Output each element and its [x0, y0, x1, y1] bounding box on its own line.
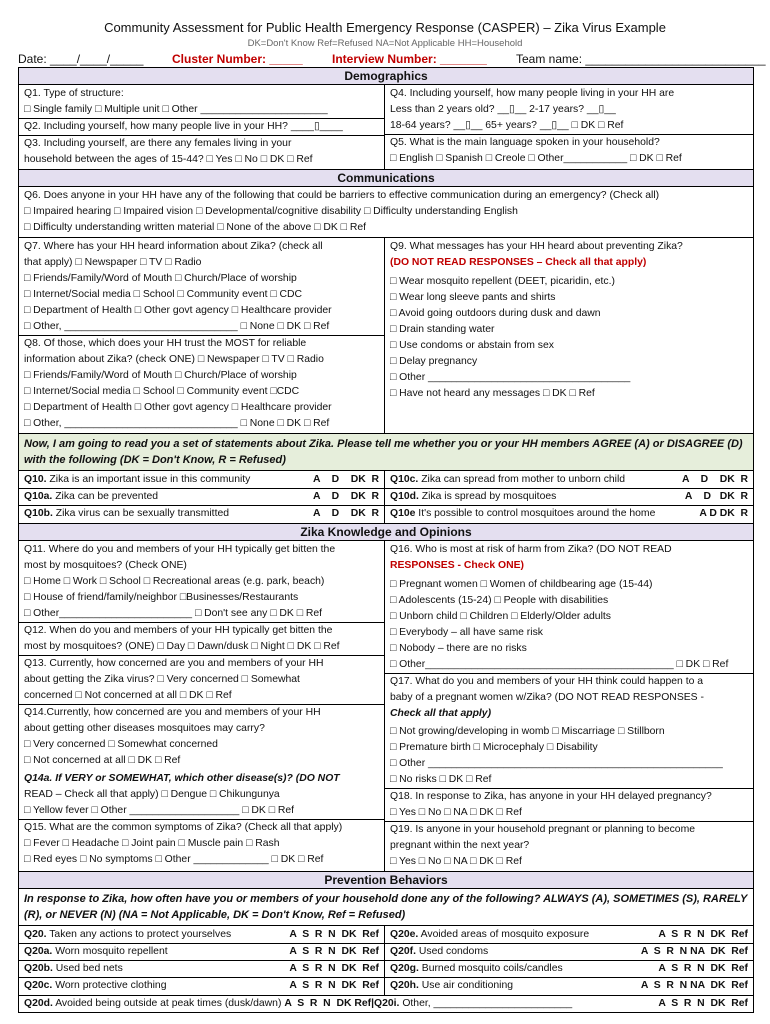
knowledge-right [385, 541, 753, 871]
q11-option[interactable]: □ House of friend/family/neighbor □Businesses/Restaurants [24, 592, 299, 603]
q9-option[interactable]: □ Avoid going outdoors during dusk and dawn [390, 308, 601, 319]
statement-q10b[interactable]: Q10b. Zika virus can be sexually transmitted A D DK R [19, 505, 384, 522]
agree-left [19, 471, 385, 523]
q6-block [19, 187, 753, 238]
q12-line: Q12. When do you and members of your HH typically get bitten the [19, 622, 384, 639]
date-field[interactable]: Date: ____/____/_____ [18, 52, 144, 66]
q14-option[interactable]: □ Not concerned at all □ DK □ Ref [24, 755, 181, 766]
section-prevention: Prevention Behaviors [19, 872, 753, 889]
knowledge-left [19, 541, 385, 871]
q17-line: Q17. What do you and members of your HH think could happen to a [385, 673, 753, 690]
q18-line: Q18. In response to Zika, has anyone in your HH delayed pregnancy? [385, 788, 753, 805]
q4-ages-old[interactable]: 18-64 years? __▯__ 65+ years? __▯__ □ DK □ Ref [390, 120, 624, 131]
section-knowledge: Zika Knowledge and Opinions [19, 524, 753, 541]
abbreviation-key: DK=Don't Know Ref=Refused NA=Not Applicable HH=Household [247, 38, 523, 49]
q11-line: most by mosquitoes? (Check ONE) [24, 560, 187, 571]
q9-option[interactable]: □ Wear mosquito repellent (DEET, picaridin, etc.) [390, 276, 615, 287]
q8-line[interactable]: information about Zika? (check ONE) □ Newspaper □ TV □ Radio [24, 354, 324, 365]
q14a-line: Q14a. If VERY or SOMEWHAT, which other disease(s)? (DO NOT [24, 773, 340, 784]
q11-option[interactable]: □ Other_______________________ □ Don't see any □ DK □ Ref [24, 608, 323, 619]
q11-line: Q11. Where do you and members of your HH typically get bitten the [24, 544, 336, 555]
q6-options-2[interactable]: □ Difficulty understanding written material □ None of the above □ DK □ Ref [24, 222, 366, 233]
q16-option[interactable]: □ Other___________________________________________ □ DK □ Ref [390, 659, 729, 670]
q16-option[interactable]: □ Pregnant women □ Women of childbearing age (15-44) [390, 579, 653, 590]
q4-ages-young[interactable]: Less than 2 years old? __▯__ 2-17 years? __▯__ [390, 104, 616, 115]
section-demographics: Demographics [19, 68, 753, 85]
q14a-option[interactable]: □ Yellow fever □ Other ___________________ □ DK □ Ref [24, 805, 295, 816]
q7-line: Q7. Where has your HH heard information about Zika? (check all [24, 241, 323, 252]
statement-q10e[interactable]: Q10e It's possible to control mosquitoes around the home A D DK R [385, 505, 753, 522]
behavior-q20g[interactable]: Q20g. Burned mosquito coils/candles A S R N DK Ref [385, 960, 753, 977]
prevention-instructions: In response to Zika, how often have you or members of your household done any of the following? ALWAYS (A), SOMETIMES (S), RARELY (R), or NEVER (N) (NA = Not Applicable, DK = Don't Know, Ref = Refused) [19, 889, 753, 926]
q9-option[interactable]: □ Other ___________________________________ [390, 372, 631, 383]
behavior-q20c[interactable]: Q20c. Worn protective clothing A S R N DK Ref [19, 977, 384, 994]
team-name-field[interactable]: Team name: ___________________________ [516, 52, 766, 66]
q16-option[interactable]: □ Nobody – there are no risks [390, 643, 527, 654]
form-title: Community Assessment for Public Health Emergency Response (CASPER) – Zika Virus Example [104, 20, 666, 35]
q9-label: Q9. What messages has your HH heard about preventing Zika? [390, 241, 683, 252]
cluster-number-field[interactable]: Cluster Number: _____ [172, 52, 303, 66]
q16-option[interactable]: □ Unborn child □ Children □ Elderly/Older adults [390, 611, 611, 622]
q14-line: Q14.Currently, how concerned are you and members of your HH [19, 704, 384, 721]
q4-label: Q4. Including yourself, how many people living in your HH are [390, 88, 675, 99]
q9-option[interactable]: □ Use condoms or abstain from sex [390, 340, 554, 351]
q9-option[interactable]: □ Have not heard any messages □ DK □ Ref [390, 388, 595, 399]
q6-label: Q6. Does anyone in your HH have any of the following that could be barriers to effective communication during an emergency? (Check all) [24, 190, 660, 201]
statement-q10d[interactable]: Q10d. Zika is spread by mosquitoes A D DK R [385, 488, 753, 505]
behavior-q20e[interactable]: Q20e. Avoided areas of mosquito exposure A S R N DK Ref [390, 929, 748, 940]
q17-option[interactable]: □ Other ___________________________________________________ [390, 758, 723, 769]
q14a-option[interactable]: READ – Check all that apply) □ Dengue □ Chikungunya [24, 789, 280, 800]
q17-option[interactable]: □ Not growing/developing in womb □ Miscarriage □ Stillborn [390, 726, 665, 737]
q16-instruction: RESPONSES - Check ONE) [390, 560, 524, 571]
behavior-q20b[interactable]: Q20b. Used bed nets A S R N DK Ref [19, 960, 384, 977]
prevention-left [19, 926, 385, 995]
demographics-left [19, 85, 385, 169]
q8-line[interactable]: □ Internet/Social media □ School □ Community event □CDC [24, 386, 300, 397]
q5-options[interactable]: □ English □ Spanish □ Creole □ Other___________ □ DK □ Ref [390, 153, 682, 164]
q13-option[interactable]: concerned □ Not concerned at all □ DK □ Ref [24, 690, 232, 701]
q8-block [19, 335, 384, 432]
q9-option[interactable]: □ Drain standing water [390, 324, 495, 335]
statement-q10[interactable]: Q10. Zika is an important issue in this community A D DK R [24, 474, 379, 485]
q8-line[interactable]: □ Other, ______________________________ □ None □ DK □ Ref [24, 418, 330, 429]
q13-line: Q13. Currently, how concerned are you and members of your HH [19, 655, 384, 672]
q14-line: about getting other diseases mosquitoes may carry? [24, 723, 265, 734]
q18-option[interactable]: □ Yes □ No □ NA □ DK □ Ref [390, 807, 522, 818]
q7-line[interactable]: □ Other, ______________________________ □ None □ DK □ Ref [24, 321, 330, 332]
q19-line: Q19. Is anyone in your household pregnant or planning to become [385, 821, 753, 838]
q6-options-1[interactable]: □ Impaired hearing □ Impaired vision □ Developmental/cognitive disability □ Difficulty understanding English [24, 206, 518, 217]
behavior-q20a[interactable]: Q20a. Worn mosquito repellent A S R N DK Ref [19, 943, 384, 960]
q16-option[interactable]: □ Everybody – all have same risk [390, 627, 543, 638]
q7-line[interactable]: □ Department of Health □ Other govt agency □ Healthcare provider [24, 305, 332, 316]
q16-option[interactable]: □ Adolescents (15-24) □ People with disabilities [390, 595, 609, 606]
demographics-right [385, 85, 753, 169]
q15-option[interactable]: □ Fever □ Headache □ Joint pain □ Muscle pain □ Rash [24, 838, 280, 849]
prevention-row [19, 926, 753, 996]
q7-q9-row [19, 238, 753, 434]
behavior-q20f[interactable]: Q20f. Used condoms A S R N NA DK Ref [385, 943, 753, 960]
q13-option[interactable]: about getting the Zika virus? □ Very concerned □ Somewhat [24, 674, 300, 685]
behavior-q20[interactable]: Q20. Taken any actions to protect yourselves A S R N DK Ref [24, 929, 379, 940]
form-grid [18, 67, 754, 1013]
q7-line[interactable]: that apply) □ Newspaper □ TV □ Radio [24, 257, 202, 268]
q9-option[interactable]: □ Wear long sleeve pants and shirts [390, 292, 556, 303]
section-communications: Communications [19, 170, 753, 187]
q1-label: Q1. Type of structure: [24, 88, 124, 99]
agree-right [385, 471, 753, 523]
q3-options[interactable]: household between the ages of 15-44? □ Yes □ No □ DK □ Ref [24, 154, 313, 165]
q19-line: pregnant within the next year? [390, 840, 530, 851]
q14-option[interactable]: □ Very concerned □ Somewhat concerned [24, 739, 218, 750]
q8-line[interactable]: □ Friends/Family/Word of Mouth □ Church/Place of worship [24, 370, 297, 381]
agree-instructions: Now, I am going to read you a set of statements about Zika. Please tell me whether you or your HH members AGREE (A) or DISAGREE (D) with the following (DK = Don't Know, R = Refused) [19, 434, 753, 471]
statement-q10c[interactable]: Q10c. Zika can spread from mother to unborn child A D DK R [390, 474, 748, 485]
agree-row [19, 471, 753, 524]
q15-option[interactable]: □ Red eyes □ No symptoms □ Other _____________ □ DK □ Ref [24, 854, 324, 865]
q9-instruction: (DO NOT READ RESPONSES – Check all that apply) [390, 257, 647, 268]
q12-option[interactable]: most by mosquitoes? (ONE) □ Day □ Dawn/dusk □ Night □ DK □ Ref [24, 641, 340, 652]
q9-column [385, 238, 753, 433]
q15-line: Q15. What are the common symptoms of Zika? (Check all that apply) [19, 819, 384, 836]
q16-line: Q16. Who is most at risk of harm from Zika? (DO NOT READ [390, 544, 672, 555]
q17-option[interactable]: □ No risks □ DK □ Ref [390, 774, 492, 785]
q17-option[interactable]: □ Premature birth □ Microcephaly □ Disability [390, 742, 598, 753]
knowledge-row [19, 541, 753, 872]
q8-line: Q8. Of those, which does your HH trust the MOST for reliable [24, 338, 307, 349]
behavior-q20h[interactable]: Q20h. Use air conditioning A S R N NA DK Ref [385, 977, 753, 994]
q11-option[interactable]: □ Home □ Work □ School □ Recreational areas (e.g. park, beach) [24, 576, 325, 587]
interview-number-field[interactable]: Interview Number: _______ [332, 52, 487, 66]
q2-field[interactable]: Q2. Including yourself, how many people live in your HH? ____▯____ [19, 118, 384, 135]
q7-q8-column [19, 238, 385, 433]
q19-option[interactable]: □ Yes □ No □ NA □ DK □ Ref [390, 856, 522, 867]
q3-label: Q3. Including yourself, are there any females living in your [19, 135, 384, 152]
prevention-right [385, 926, 753, 995]
q7-line[interactable]: □ Friends/Family/Word of Mouth □ Church/Place of worship [24, 273, 297, 284]
q1-options[interactable]: □ Single family □ Multiple unit □ Other ______________________ [24, 104, 328, 115]
q5-label: Q5. What is the main language spoken in your household? [385, 134, 753, 151]
q8-line[interactable]: □ Department of Health □ Other govt agency □ Healthcare provider [24, 402, 332, 413]
q17-instruction: Check all that apply) [390, 708, 492, 719]
q9-option[interactable]: □ Delay pregnancy [390, 356, 478, 367]
demographics-row [19, 85, 753, 170]
behavior-last-row[interactable]: Q20d. Avoided being outside at peak times (dusk/dawn) A S R N DK Ref|Q20i. Other, ________________________ A S R N DK Ref [24, 998, 748, 1009]
q7-line[interactable]: □ Internet/Social media □ School □ Community event □ CDC [24, 289, 303, 300]
statement-q10a[interactable]: Q10a. Zika can be prevented A D DK R [19, 488, 384, 505]
q17-line: baby of a pregnant women w/Zika? (DO NOT READ RESPONSES - [390, 692, 704, 703]
